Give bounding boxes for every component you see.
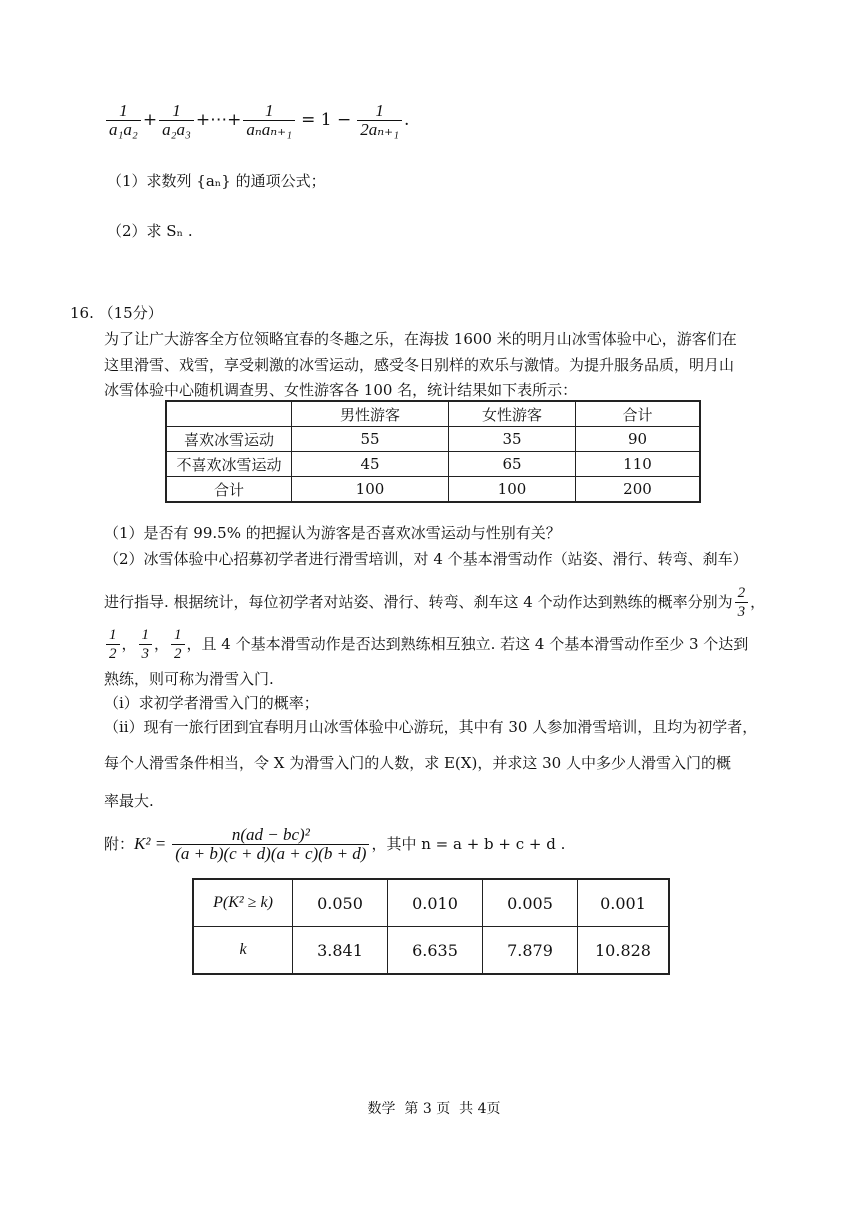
fraction-term-3 — [243, 102, 295, 139]
appendix-formula — [104, 820, 565, 868]
equals-sign: = 1 − — [301, 110, 352, 130]
chi-square-fraction — [172, 826, 369, 863]
table-cell: k — [193, 927, 293, 975]
denominator: 2 — [106, 644, 120, 663]
table-row — [166, 452, 700, 477]
numerator: 1 — [174, 626, 182, 643]
table-cell: 100 — [292, 477, 449, 503]
q16-part2-line2 — [104, 582, 765, 622]
q15-part2: （2）求 Sₙ . — [107, 222, 193, 240]
ellipsis: +⋯+ — [195, 110, 242, 130]
table-cell: 0.001 — [578, 879, 670, 927]
numerator: 1 — [264, 100, 274, 120]
numerator: 1 — [119, 100, 128, 120]
comma: ， — [154, 635, 170, 653]
denominator: 2 — [171, 644, 185, 663]
text: 进行指导. 根据统计，每位初学者对站姿、滑行、转弯、刹车这 4 个动作达到熟练的概率分别为 — [104, 593, 733, 611]
table-row — [166, 477, 700, 503]
table-cell: 35 — [449, 427, 576, 452]
k-squared: K² = — [134, 834, 167, 853]
formula-note: ，其中 n = a + b + c + d . — [371, 835, 566, 853]
period: . — [403, 110, 410, 130]
table-cell: 100 — [449, 477, 576, 503]
prob-fraction-turn — [139, 626, 153, 663]
table-cell: 55 — [292, 427, 449, 452]
table-cell: 6.635 — [388, 927, 483, 975]
table-cell: 45 — [292, 452, 449, 477]
page-footer: 数学 第 3 页 共 4页 — [367, 1101, 501, 1117]
survey-table — [165, 400, 701, 503]
table-row — [193, 927, 669, 975]
table-cell: 0.005 — [483, 879, 578, 927]
table-cell: 不喜欢冰雪运动 — [166, 452, 292, 477]
denominator: a₂a₃ — [159, 120, 194, 139]
q16-intro-line-1: 为了让广大游客全方位领略宜春的冬趣之乐，在海拔 1600 米的明月山冰雪体验中心，游客们在 — [104, 330, 737, 348]
numerator: 1 — [109, 626, 117, 643]
q16-header: 16. （15分） — [70, 304, 163, 322]
comma: ， — [750, 593, 766, 611]
table-cell: 合计 — [166, 477, 292, 503]
denominator: (a + b)(c + d)(a + c)(b + d) — [172, 844, 369, 863]
q16-part-ii-line2: 每个人滑雪条件相当，令 X 为滑雪入门的人数，求 E(X)，并求这 30 人中多少人滑雪入门的概 — [104, 754, 731, 772]
q15-part1: （1）求数列 {aₙ} 的通项公式； — [107, 172, 326, 190]
table-header: 合计 — [576, 401, 701, 427]
q16-part2-line4: 熟练，则可称为滑雪入门. — [104, 670, 274, 688]
denominator: a₁a₂ — [106, 120, 141, 139]
table-row — [193, 879, 669, 927]
fraction-term-1 — [106, 102, 141, 139]
table-cell: 65 — [449, 452, 576, 477]
q16-part-ii-line1: （ii）现有一旅行团到宜春明月山冰雪体验中心游玩，其中有 30 人参加滑雪培训，且均为初学者， — [104, 718, 758, 736]
q16-part1: （1）是否有 99.5% 的把握认为游客是否喜欢冰雪运动与性别有关？ — [104, 524, 561, 542]
critical-value-table — [192, 878, 670, 975]
denominator: aₙaₙ₊₁ — [243, 120, 295, 139]
q16-intro-line-2: 这里滑雪、戏雪，享受刺激的冰雪运动，感受冬日别样的欢乐与激情。为提升服务品质，明月山 — [104, 356, 735, 374]
table-cell: 3.841 — [293, 927, 388, 975]
table-header: 男性游客 — [292, 401, 449, 427]
top-formula — [104, 92, 409, 148]
table-row — [166, 401, 700, 427]
numerator: 1 — [141, 626, 150, 643]
table-cell: 7.879 — [483, 927, 578, 975]
numerator: 1 — [172, 100, 181, 120]
table-cell — [166, 401, 292, 427]
table-header: 女性游客 — [449, 401, 576, 427]
numerator: 1 — [375, 100, 384, 120]
prob-fraction-brake — [171, 626, 185, 663]
q16-part2-line3 — [104, 622, 748, 666]
numerator: n(ad − bc)² — [231, 824, 310, 844]
table-row — [166, 427, 700, 452]
text: ，且 4 个基本滑雪动作是否达到熟练相互独立. 若这 4 个基本滑雪动作至少 3 个达到 — [186, 635, 749, 653]
comma: ， — [121, 635, 137, 653]
prob-fraction-glide — [106, 626, 120, 663]
plus-sign: + — [142, 110, 158, 130]
numerator: 2 — [737, 584, 746, 601]
q16-part-i: （i）求初学者滑雪入门的概率； — [104, 694, 319, 712]
q16-intro-line-3: 冰雪体验中心随机调查男、女性游客各 100 名，统计结果如下表所示： — [104, 381, 578, 399]
prob-fraction-stance — [735, 584, 749, 621]
q16-part2-line1: （2）冰雪体验中心招募初学者进行滑雪培训，对 4 个基本滑雪动作（站姿、滑行、转弯、刹车） — [104, 550, 748, 568]
table-cell: 喜欢冰雪运动 — [166, 427, 292, 452]
appendix-label: 附： — [104, 835, 135, 853]
table-cell: 200 — [576, 477, 701, 503]
table-cell: 0.010 — [388, 879, 483, 927]
table-cell: 0.050 — [293, 879, 388, 927]
table-cell: 110 — [576, 452, 701, 477]
table-cell: 90 — [576, 427, 701, 452]
denominator: 3 — [139, 644, 153, 663]
fraction-term-2 — [159, 102, 194, 139]
fraction-term-4 — [357, 102, 402, 139]
table-cell: P(K² ≥ k) — [193, 879, 293, 927]
q16-part-ii-line3: 率最大. — [104, 792, 154, 810]
denominator: 3 — [735, 602, 749, 621]
denominator: 2aₙ₊₁ — [357, 120, 402, 139]
table-cell: 10.828 — [578, 927, 670, 975]
